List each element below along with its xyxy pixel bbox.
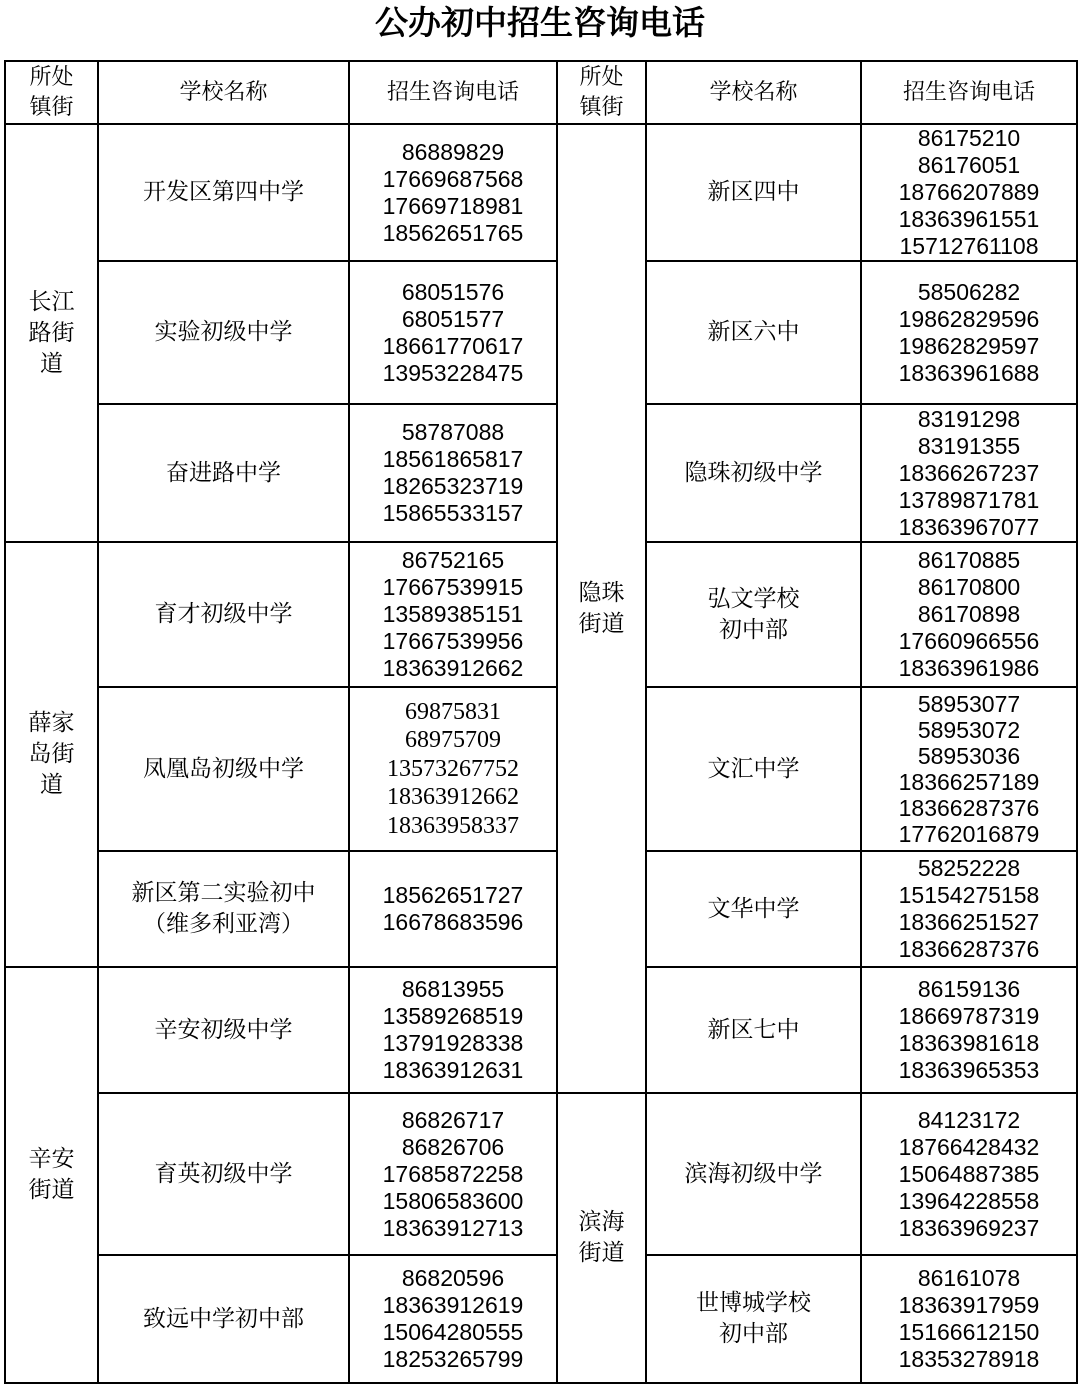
- table-row: [5, 261, 1077, 404]
- school-name: 育才初级中学: [98, 542, 349, 687]
- school-name: 新区七中: [646, 967, 861, 1093]
- header-school: 学校名称: [646, 61, 861, 124]
- phone-list: 18562651727 16678683596: [349, 851, 557, 967]
- school-name: 奋进路中学: [98, 404, 349, 542]
- school-name: 文华中学: [646, 851, 861, 967]
- table-row: [5, 1255, 1077, 1383]
- header-phone: 招生咨询电话: [861, 61, 1077, 124]
- phone-list: 86175210 86176051 18766207889 18363961551 15712761108: [861, 124, 1077, 261]
- phone-list: 86159136 18669787319 18363981618 18363965353: [861, 967, 1077, 1093]
- school-name: 文汇中学: [646, 687, 861, 851]
- school-name: 育英初级中学: [98, 1093, 349, 1255]
- phone-list: 58787088 18561865817 18265323719 15865533157: [349, 404, 557, 542]
- phone-list: 58953077 58953072 58953036 18366257189 18366287376 17762016879: [861, 687, 1077, 851]
- phone-list: 68051576 68051577 18661770617 13953228475: [349, 261, 557, 404]
- school-name: 弘文学校 初中部: [646, 542, 861, 687]
- table-row: [5, 1093, 1077, 1255]
- area-cell-binhai: 滨海 街道: [557, 1093, 646, 1383]
- table-row: [5, 687, 1077, 851]
- phone-list: 86161078 18363917959 15166612150 18353278918: [861, 1255, 1077, 1383]
- school-name: 隐珠初级中学: [646, 404, 861, 542]
- school-name: 实验初级中学: [98, 261, 349, 404]
- header-phone: 招生咨询电话: [349, 61, 557, 124]
- phone-list: 58506282 19862829596 19862829597 18363961688: [861, 261, 1077, 404]
- table-row: [5, 124, 1077, 261]
- school-name: 新区第二实验初中 （维多利亚湾）: [98, 851, 349, 967]
- school-name: 凤凰岛初级中学: [98, 687, 349, 851]
- school-name: 开发区第四中学: [98, 124, 349, 261]
- phone-list: 86752165 17667539915 13589385151 17667539956 18363912662: [349, 542, 557, 687]
- school-phone-table: [4, 60, 1078, 1384]
- table-row: [5, 404, 1077, 542]
- phone-list: 69875831 68975709 13573267752 18363912662 18363958337: [349, 687, 557, 851]
- phone-list: 86826717 86826706 17685872258 15806583600 18363912713: [349, 1093, 557, 1255]
- area-cell-changjiang: 长江 路街 道: [5, 124, 98, 542]
- header-area: 所处 镇街: [557, 61, 646, 124]
- school-name: 新区六中: [646, 261, 861, 404]
- phone-list: 58252228 15154275158 18366251527 18366287376: [861, 851, 1077, 967]
- header-school: 学校名称: [98, 61, 349, 124]
- school-name: 滨海初级中学: [646, 1093, 861, 1255]
- area-cell-yinzhu: 隐珠 街道: [557, 124, 646, 1093]
- table-row: [5, 851, 1077, 967]
- phone-list: 86820596 18363912619 15064280555 18253265799: [349, 1255, 557, 1383]
- phone-list: 86889829 17669687568 17669718981 18562651765: [349, 124, 557, 261]
- table-row: [5, 542, 1077, 687]
- phone-list: 84123172 18766428432 15064887385 13964228558 18363969237: [861, 1093, 1077, 1255]
- header-area: 所处 镇街: [5, 61, 98, 124]
- phone-list: 86170885 86170800 86170898 17660966556 18363961986: [861, 542, 1077, 687]
- area-cell-xuejiadao: 薛家 岛街 道: [5, 542, 98, 967]
- school-name: 新区四中: [646, 124, 861, 261]
- page-title: 公办初中招生咨询电话: [375, 3, 705, 42]
- phone-list: 86813955 13589268519 13791928338 18363912631: [349, 967, 557, 1093]
- area-cell-xinan: 辛安 街道: [5, 967, 98, 1383]
- table-header-row: [5, 61, 1077, 124]
- school-name: 世博城学校 初中部: [646, 1255, 861, 1383]
- phone-list: 83191298 83191355 18366267237 13789871781 18363967077: [861, 404, 1077, 542]
- table-row: [5, 967, 1077, 1093]
- school-name: 致远中学初中部: [98, 1255, 349, 1383]
- school-name: 辛安初级中学: [98, 967, 349, 1093]
